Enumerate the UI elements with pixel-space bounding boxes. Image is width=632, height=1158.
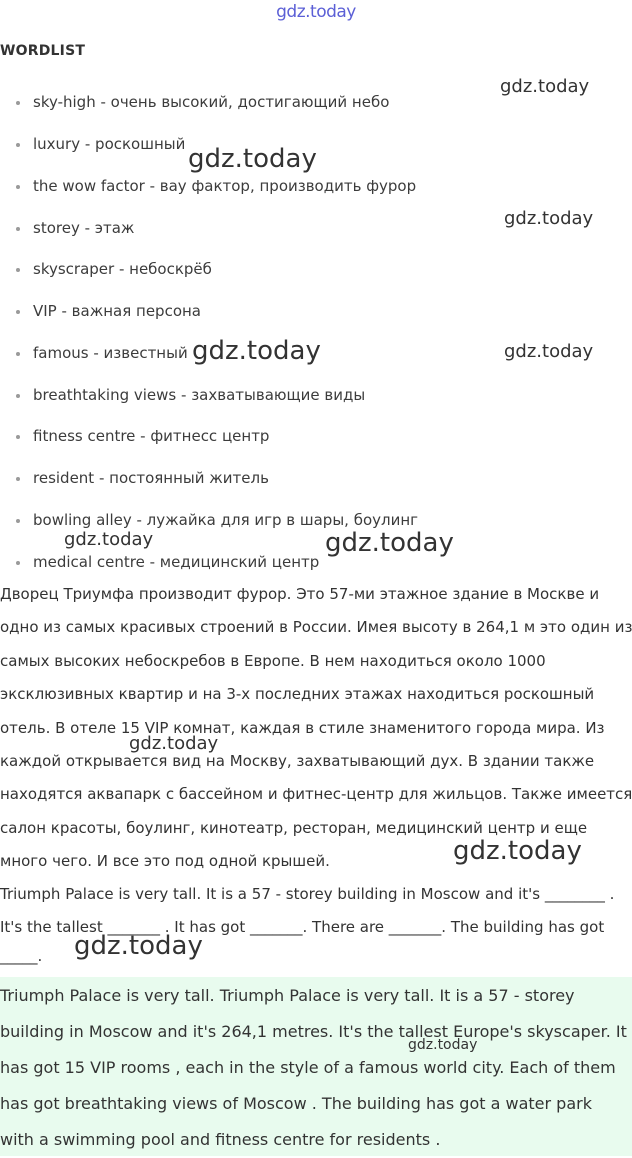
watermark: gdz.today [192, 336, 321, 366]
watermark: gdz.today [408, 1037, 478, 1053]
site-logo[interactable]: gdz.today [276, 2, 356, 22]
answer-box [0, 977, 632, 1156]
wordlist-item: storey - этаж [33, 219, 135, 237]
answer-line: Triumph Palace is very tall. Triumph Palace is very tall. It is a 57 - storey [0, 986, 575, 1005]
watermark: gdz.today [64, 529, 154, 550]
translation-line: эксклюзивных квартир и на 3-х последних этажах находиться роскошный [0, 685, 595, 704]
wordlist-item: skyscraper - небоскрёб [33, 260, 212, 278]
answer-text [0, 978, 627, 1158]
wordlist-item: luxury - роскошный [33, 135, 186, 153]
watermark: gdz.today [504, 208, 594, 229]
wordlist-item: VIP - важная персона [33, 302, 201, 320]
task-line: _____. [0, 947, 43, 965]
watermark: gdz.today [504, 341, 594, 362]
wordlist-item: the wow factor - вау фактор, производить фурор [33, 177, 417, 195]
wordlist-item: famous - известный [33, 344, 188, 362]
wordlist-item: bowling alley - лужайка для игр в шары, боулинг [33, 511, 419, 529]
translation-line: находятся аквапарк с бассейном и фитнес-центр для жильцов. Также имеется [0, 785, 632, 804]
wordlist-item: breathtaking views - захватывающие виды [33, 386, 366, 404]
answer-line: building in Moscow and it's 264,1 metres. It's the tallest Europe's skyscaper. It [0, 1022, 627, 1041]
wordlist-item: fitness centre - фитнесс центр [33, 427, 270, 445]
watermark: gdz.today [74, 931, 203, 961]
translation-line: самых высоких небоскребов в Европе. В нем находиться около 1000 [0, 651, 546, 670]
wordlist-heading: WORDLIST [0, 43, 86, 59]
answer-line: has got breathtaking views of Moscow . The building has got a water park [0, 1094, 592, 1113]
translation-line: Дворец Триумфа производит фурор. Это 57-ми этажное здание в Москве и [0, 585, 600, 603]
translation-line: каждой открывается вид на Москву, захватывающий дух. В здании также [0, 752, 595, 771]
watermark: gdz.today [325, 528, 454, 558]
answer-line: has got 15 VIP rooms , each in the style of a famous world city. Each of them [0, 1058, 616, 1077]
translation-line: салон красоты, боулинг, кинотеатр, ресторан, медицинский центр и еще [0, 818, 588, 837]
translation-line: одно из самых красивых строений в России. Имея высоту в 264,1 м это один из [0, 618, 632, 637]
answer-line: with a swimming pool and fitness centre for residents . [0, 1130, 441, 1149]
translation-line: много чего. И все это под одной крышей. [0, 852, 330, 871]
watermark: gdz.today [453, 836, 582, 866]
wordlist-item: medical centre - медицинский центр [33, 553, 320, 571]
translation-line: отель. В отеле 15 VIP комнат, каждая в стиле знаменитого города мира. Из [0, 718, 605, 737]
watermark: gdz.today [129, 733, 219, 754]
wordlist-item: sky-high - очень высокий, достигающий небо [33, 93, 390, 111]
watermark: gdz.today [500, 76, 590, 97]
translation-paragraph [0, 578, 632, 879]
task-line: It's the tallest _______ . It has got _______. There are _______. The building has got [0, 918, 605, 936]
wordlist-item: resident - постоянный житель [33, 469, 269, 487]
watermark: gdz.today [188, 144, 317, 174]
task-line: Triumph Palace is very tall. It is a 57 - storey building in Moscow and it's ________ . [0, 885, 615, 903]
